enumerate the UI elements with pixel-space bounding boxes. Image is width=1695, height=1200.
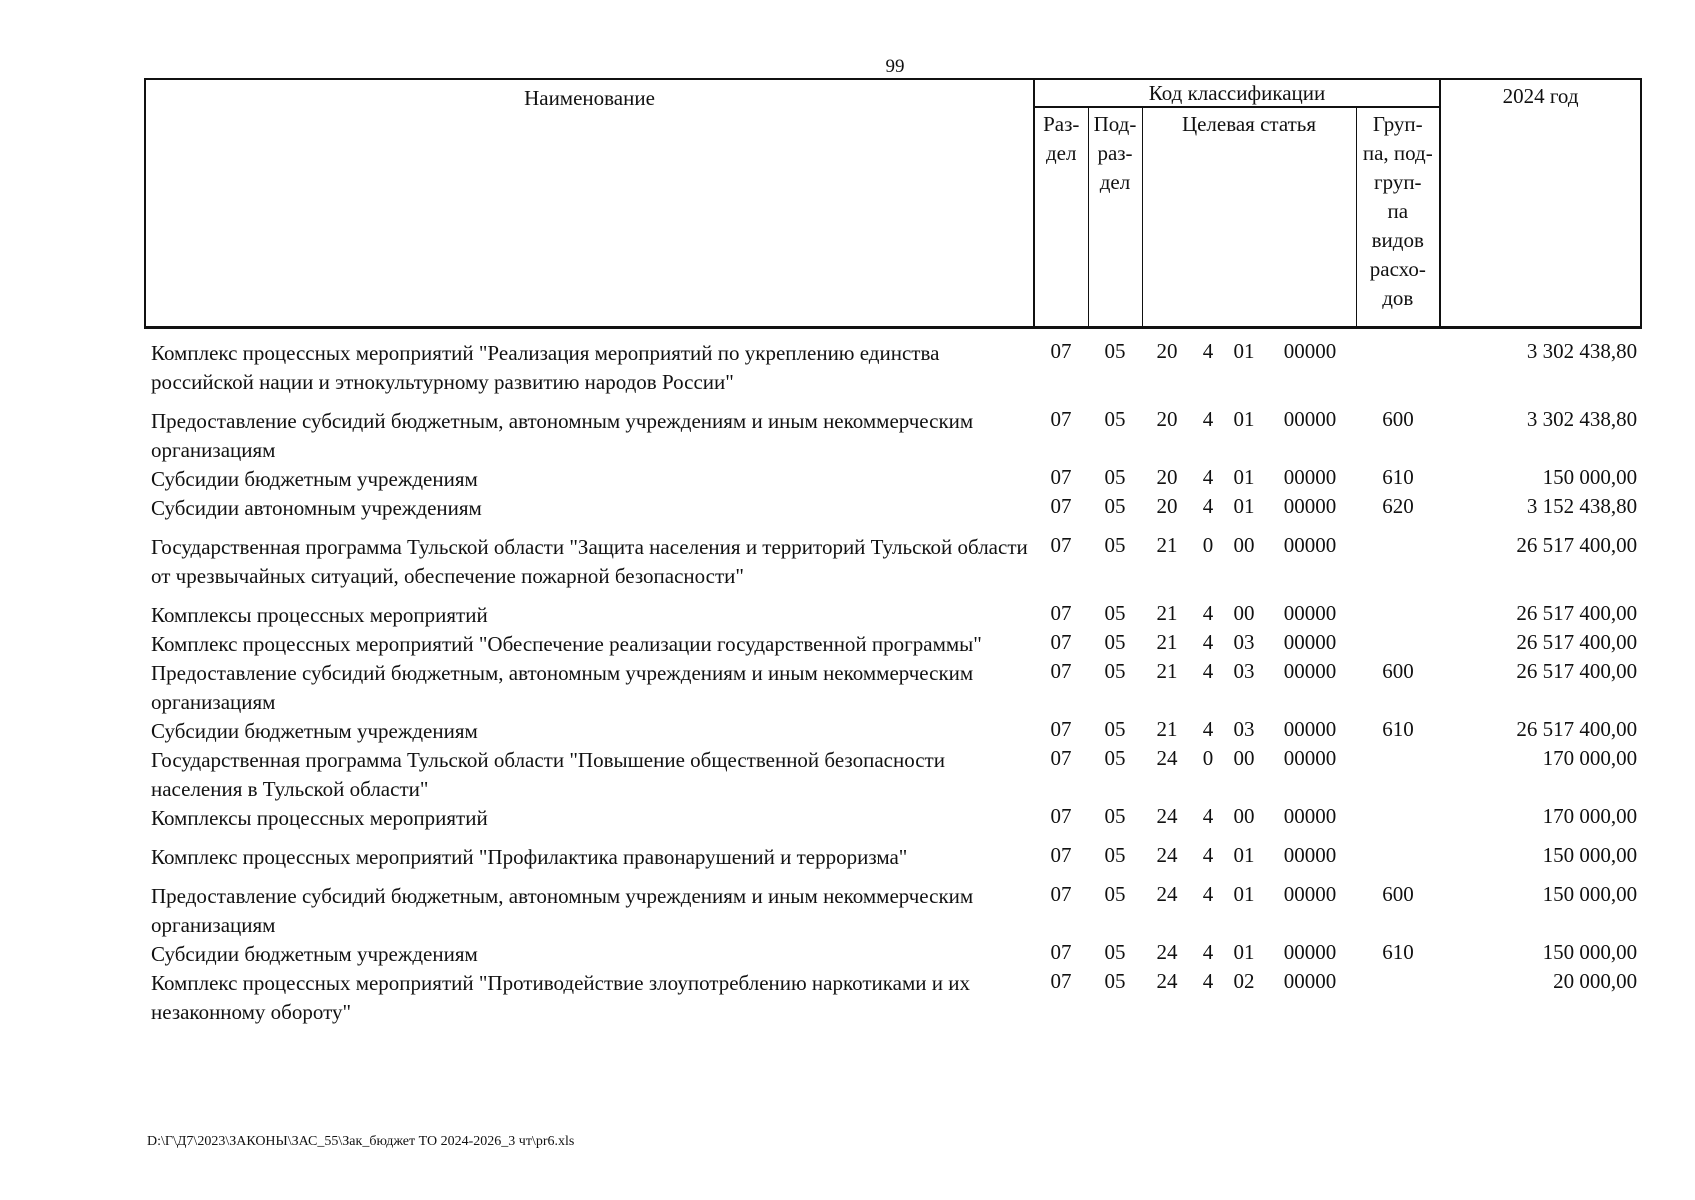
row-target-program: 20 xyxy=(1156,339,1178,363)
row-podrazdel: 05 xyxy=(1104,630,1126,654)
row-amount: 3 302 438,80 xyxy=(1526,407,1638,431)
row-podrazdel: 05 xyxy=(1104,746,1126,770)
row-target-subprogram: 01 xyxy=(1233,407,1255,431)
row-podrazdel: 05 xyxy=(1104,882,1126,906)
header-code-group: Код классификации xyxy=(1034,79,1440,107)
row-name: Комплекс процессных мероприятий "Противодействие злоупотреблению наркотиками и их незаконному обороту" xyxy=(151,971,970,1024)
row-target-type: 4 xyxy=(1202,630,1214,654)
row-target-type: 4 xyxy=(1202,969,1214,993)
row-target-subprogram: 03 xyxy=(1233,717,1255,741)
table-row xyxy=(145,717,1641,746)
row-target-program: 24 xyxy=(1156,969,1178,993)
row-expense-group xyxy=(1356,969,1440,1027)
row-razdel: 07 xyxy=(1050,630,1072,654)
row-target-type: 4 xyxy=(1202,465,1214,489)
row-podrazdel: 05 xyxy=(1104,339,1126,363)
footer-file-path: D:\Г\Д7\2023\ЗАКОНЫ\ЗАС_55\Зак_бюджет ТО 2024-2026_3 чт\pr6.xls xyxy=(147,1134,575,1149)
row-razdel: 07 xyxy=(1050,804,1072,828)
row-spacer xyxy=(145,397,1641,407)
row-target-direction: 00000 xyxy=(1283,407,1337,431)
row-target-program: 24 xyxy=(1156,940,1178,964)
table-row xyxy=(145,746,1641,804)
row-razdel: 07 xyxy=(1050,601,1072,625)
row-expense-group xyxy=(1356,533,1440,591)
row-name: Предоставление субсидий бюджетным, автономным учреждениям и иным некоммерческим организациям xyxy=(151,884,974,937)
row-expense-group xyxy=(1356,804,1440,833)
row-expense-group xyxy=(1356,843,1440,872)
row-target-direction: 00000 xyxy=(1283,659,1337,683)
row-amount: 26 517 400,00 xyxy=(1516,630,1638,654)
row-expense-group: 610 xyxy=(1382,465,1414,489)
row-target-subprogram: 01 xyxy=(1233,339,1255,363)
table-row xyxy=(145,969,1641,1027)
row-target-type: 4 xyxy=(1202,407,1214,431)
row-expense-group: 600 xyxy=(1382,407,1414,431)
row-podrazdel: 05 xyxy=(1104,494,1126,518)
row-amount: 170 000,00 xyxy=(1542,746,1638,770)
table-row xyxy=(145,465,1641,494)
table-row xyxy=(145,601,1641,630)
row-podrazdel: 05 xyxy=(1104,601,1126,625)
row-name: Субсидии бюджетным учреждениям xyxy=(151,942,478,966)
table-row xyxy=(145,494,1641,523)
row-amount: 150 000,00 xyxy=(1542,843,1638,867)
row-target-type: 4 xyxy=(1202,804,1214,828)
row-podrazdel: 05 xyxy=(1104,659,1126,683)
row-expense-group: 610 xyxy=(1382,717,1414,741)
row-target-subprogram: 03 xyxy=(1233,659,1255,683)
row-target-program: 20 xyxy=(1156,494,1178,518)
row-target-type: 4 xyxy=(1202,659,1214,683)
row-podrazdel: 05 xyxy=(1104,533,1126,557)
row-amount: 26 517 400,00 xyxy=(1516,601,1638,625)
row-expense-group: 610 xyxy=(1382,940,1414,964)
row-spacer xyxy=(145,872,1641,882)
header-razdel: Раз- дел xyxy=(1034,107,1088,328)
row-spacer xyxy=(145,591,1641,601)
row-razdel: 07 xyxy=(1050,465,1072,489)
row-amount: 150 000,00 xyxy=(1542,940,1638,964)
row-name: Предоставление субсидий бюджетным, автономным учреждениям и иным некоммерческим организациям xyxy=(151,661,974,714)
row-podrazdel: 05 xyxy=(1104,465,1126,489)
row-target-type: 4 xyxy=(1202,843,1214,867)
row-amount: 3 152 438,80 xyxy=(1526,494,1638,518)
row-target-subprogram: 03 xyxy=(1233,630,1255,654)
row-name: Комплекс процессных мероприятий "Профилактика правонарушений и терроризма" xyxy=(151,845,908,869)
row-target-direction: 00000 xyxy=(1283,717,1337,741)
header-podrazdel: Под- раз- дел xyxy=(1088,107,1142,328)
row-target-program: 21 xyxy=(1156,659,1178,683)
row-target-program: 20 xyxy=(1156,465,1178,489)
row-razdel: 07 xyxy=(1050,882,1072,906)
row-target-type: 4 xyxy=(1202,717,1214,741)
row-target-type: 0 xyxy=(1202,746,1214,770)
row-target-direction: 00000 xyxy=(1283,533,1337,557)
row-name: Предоставление субсидий бюджетным, автономным учреждениям и иным некоммерческим организациям xyxy=(151,409,974,462)
row-amount: 3 302 438,80 xyxy=(1526,339,1638,363)
row-podrazdel: 05 xyxy=(1104,407,1126,431)
row-podrazdel: 05 xyxy=(1104,843,1126,867)
budget-table xyxy=(144,78,1642,1027)
row-razdel: 07 xyxy=(1050,940,1072,964)
row-target-subprogram: 01 xyxy=(1233,494,1255,518)
row-razdel: 07 xyxy=(1050,746,1072,770)
row-amount: 26 517 400,00 xyxy=(1516,533,1638,557)
row-target-subprogram: 00 xyxy=(1233,804,1255,828)
row-podrazdel: 05 xyxy=(1104,717,1126,741)
row-expense-group: 600 xyxy=(1382,882,1414,906)
row-target-subprogram: 01 xyxy=(1233,940,1255,964)
row-amount: 150 000,00 xyxy=(1542,882,1638,906)
row-target-direction: 00000 xyxy=(1283,882,1337,906)
row-expense-group xyxy=(1356,339,1440,397)
row-target-direction: 00000 xyxy=(1283,746,1337,770)
row-podrazdel: 05 xyxy=(1104,804,1126,828)
header-group: Груп- па, под- груп- па видов расхо- дов xyxy=(1356,107,1440,328)
row-expense-group: 620 xyxy=(1382,494,1414,518)
row-target-program: 21 xyxy=(1156,630,1178,654)
row-name: Субсидии автономным учреждениям xyxy=(151,496,482,520)
row-target-program: 24 xyxy=(1156,882,1178,906)
row-razdel: 07 xyxy=(1050,407,1072,431)
row-target-program: 21 xyxy=(1156,601,1178,625)
row-target-subprogram: 02 xyxy=(1233,969,1255,993)
row-target-subprogram: 01 xyxy=(1233,882,1255,906)
row-target-type: 4 xyxy=(1202,882,1214,906)
row-razdel: 07 xyxy=(1050,339,1072,363)
row-target-program: 24 xyxy=(1156,843,1178,867)
row-razdel: 07 xyxy=(1050,533,1072,557)
row-target-direction: 00000 xyxy=(1283,804,1337,828)
row-target-type: 4 xyxy=(1202,494,1214,518)
row-target-type: 4 xyxy=(1202,601,1214,625)
row-spacer xyxy=(145,833,1641,843)
table-row xyxy=(145,882,1641,940)
row-expense-group xyxy=(1356,630,1440,659)
row-target-program: 24 xyxy=(1156,804,1178,828)
table-row xyxy=(145,339,1641,397)
row-target-program: 24 xyxy=(1156,746,1178,770)
row-target-direction: 00000 xyxy=(1283,630,1337,654)
row-expense-group xyxy=(1356,746,1440,804)
row-target-direction: 00000 xyxy=(1283,940,1337,964)
row-name: Государственная программа Тульской области "Защита населения и территорий Тульской области от чрезвычайных ситуаций, обеспечение пожарной безопасности" xyxy=(151,535,1028,588)
row-target-subprogram: 01 xyxy=(1233,465,1255,489)
row-target-subprogram: 01 xyxy=(1233,843,1255,867)
row-target-subprogram: 00 xyxy=(1233,746,1255,770)
row-target-direction: 00000 xyxy=(1283,843,1337,867)
table-row xyxy=(145,659,1641,717)
header-year: 2024 год xyxy=(1440,79,1641,328)
row-amount: 150 000,00 xyxy=(1542,465,1638,489)
row-spacer xyxy=(145,523,1641,533)
row-target-direction: 00000 xyxy=(1283,969,1337,993)
table-row xyxy=(145,843,1641,872)
row-target-program: 20 xyxy=(1156,407,1178,431)
row-razdel: 07 xyxy=(1050,969,1072,993)
row-target-type: 4 xyxy=(1202,940,1214,964)
page-number: 99 xyxy=(885,56,905,77)
row-target-subprogram: 00 xyxy=(1233,533,1255,557)
table-row xyxy=(145,630,1641,659)
row-name: Комплексы процессных мероприятий xyxy=(151,603,488,627)
row-amount: 26 517 400,00 xyxy=(1516,717,1638,741)
row-target-type: 0 xyxy=(1202,533,1214,557)
row-razdel: 07 xyxy=(1050,659,1072,683)
row-target-program: 21 xyxy=(1156,717,1178,741)
row-target-direction: 00000 xyxy=(1283,339,1337,363)
row-razdel: 07 xyxy=(1050,717,1072,741)
table-row xyxy=(145,407,1641,465)
row-razdel: 07 xyxy=(1050,494,1072,518)
table-row xyxy=(145,804,1641,833)
row-amount: 26 517 400,00 xyxy=(1516,659,1638,683)
header-target: Целевая статья xyxy=(1142,107,1356,328)
header-name: Наименование xyxy=(145,79,1034,328)
row-target-direction: 00000 xyxy=(1283,465,1337,489)
row-name: Государственная программа Тульской области "Повышение общественной безопасности населения в Тульской области" xyxy=(151,748,945,801)
row-razdel: 07 xyxy=(1050,843,1072,867)
row-target-type: 4 xyxy=(1202,339,1214,363)
row-name: Субсидии бюджетным учреждениям xyxy=(151,719,478,743)
row-name: Комплекс процессных мероприятий "Реализация мероприятий по укреплению единства российской нации и этнокультурному развитию народов России" xyxy=(151,341,940,394)
row-target-direction: 00000 xyxy=(1283,601,1337,625)
row-name: Комплексы процессных мероприятий xyxy=(151,806,488,830)
row-target-direction: 00000 xyxy=(1283,494,1337,518)
row-expense-group: 600 xyxy=(1382,659,1414,683)
row-podrazdel: 05 xyxy=(1104,940,1126,964)
row-target-program: 21 xyxy=(1156,533,1178,557)
table-row xyxy=(145,533,1641,591)
row-target-subprogram: 00 xyxy=(1233,601,1255,625)
row-amount: 20 000,00 xyxy=(1553,969,1638,993)
table-row xyxy=(145,940,1641,969)
row-expense-group xyxy=(1356,601,1440,630)
row-name: Субсидии бюджетным учреждениям xyxy=(151,467,478,491)
row-amount: 170 000,00 xyxy=(1542,804,1638,828)
row-spacer xyxy=(145,328,1641,340)
row-podrazdel: 05 xyxy=(1104,969,1126,993)
row-name: Комплекс процессных мероприятий "Обеспечение реализации государственной программы" xyxy=(151,632,982,656)
